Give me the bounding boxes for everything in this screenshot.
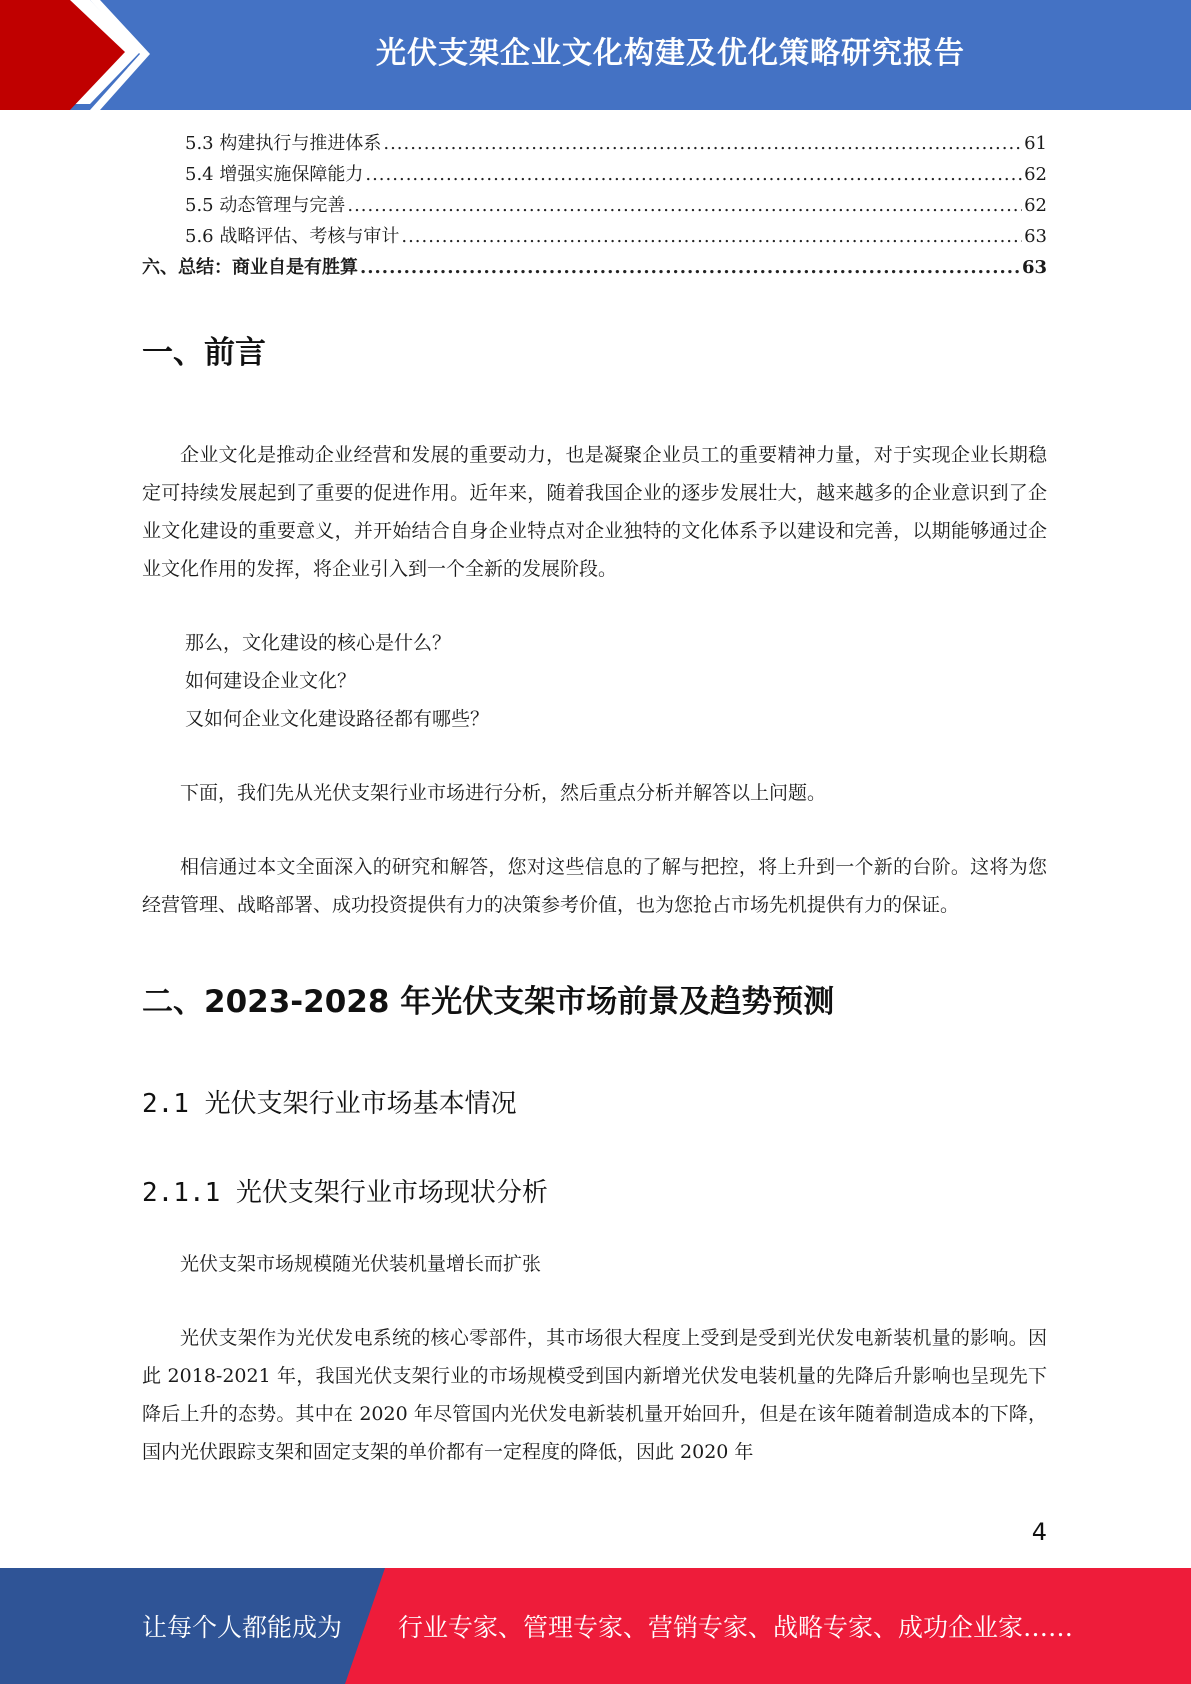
toc-item-page: 62 xyxy=(1024,164,1047,185)
toc-item-page: 63 xyxy=(1024,226,1047,247)
page-footer xyxy=(0,1568,1191,1684)
toc-item-label: 六、总结：商业自是有胜算 xyxy=(142,257,358,278)
subsection-heading: 2.1 光伏支架行业市场基本情况 xyxy=(142,1089,517,1119)
toc-leader-dots xyxy=(365,159,1022,190)
toc-leader-dots xyxy=(383,128,1022,159)
paragraph: 下面，我们先从光伏支架行业市场进行分析，然后重点分析并解答以上问题。 xyxy=(180,782,827,804)
toc-item-page: 61 xyxy=(1024,133,1047,154)
toc-item-label: 5.4 增强实施保障能力 xyxy=(185,164,364,185)
paragraph: 光伏支架作为光伏发电系统的核心零部件，其市场很大程度上受到是受到光伏发电新装机量的影响。因此 2018-2021 年，我国光伏支架行业的市场规模受到国内新增光伏发电装机量的先降后升影响也呈现先下降后上升的态势。其中在 2020 年尽管国内光伏发电新装机量开始回升，但是在该年随着制造成本的下降，国内光伏跟踪支架和固定支架的单价都有一定程度的降低，因此 2020 年 xyxy=(142,1327,1047,1463)
footer-slogan-right: 行业专家、管理专家、营销专家、战略专家、成功企业家…… xyxy=(398,1613,1074,1642)
toc-item-page: 63 xyxy=(1021,257,1047,278)
paragraph: 相信通过本文全面深入的研究和解答，您对这些信息的了解与把控，将上升到一个新的台阶。这将为您经营管理、战略部署、成功投资提供有力的决策参考价值，也为您抢占市场先机提供有力的保证。 xyxy=(142,856,1047,916)
question-line: 那么，文化建设的核心是什么？ xyxy=(185,632,452,654)
toc-item[interactable] xyxy=(142,252,1047,283)
question-line: 又如何企业文化建设路径都有哪些？ xyxy=(185,708,490,730)
toc-item[interactable] xyxy=(142,159,1047,190)
toc-leader-dots xyxy=(347,190,1022,221)
toc-item-label: 5.6 战略评估、考核与审计 xyxy=(185,226,400,247)
page-number: 4 xyxy=(1031,1518,1047,1546)
question-line: 如何建设企业文化？ xyxy=(185,670,357,692)
page-header xyxy=(0,0,1191,110)
paragraph: 企业文化是推动企业经营和发展的重要动力，也是凝聚企业员工的重要精神力量，对于实现企业长期稳定可持续发展起到了重要的促进作用。近年来，随着我国企业的逐步发展壮大，越来越多的企业意识到了企业文化建设的重要意义，并开始结合自身企业特点对企业独特的文化体系予以建设和完善，以期能够通过企业文化作用的发挥，将企业引入到一个全新的发展阶段。 xyxy=(142,444,1047,580)
toc-item[interactable] xyxy=(142,221,1047,252)
toc-leader-dots xyxy=(360,252,1020,283)
report-title: 光伏支架企业文化构建及优化策略研究报告 xyxy=(376,36,965,71)
toc-item[interactable] xyxy=(142,190,1047,221)
page-content xyxy=(142,128,1047,1471)
footer-slogan-left: 让每个人都能成为 xyxy=(142,1613,343,1642)
section-heading-preface: 一、前言 xyxy=(142,335,266,371)
table-of-contents xyxy=(142,128,1047,283)
subsection-heading: 2.1.1 光伏支架行业市场现状分析 xyxy=(142,1178,548,1208)
toc-item-label: 5.3 构建执行与推进体系 xyxy=(185,133,382,154)
toc-item-page: 62 xyxy=(1024,195,1047,216)
toc-leader-dots xyxy=(401,221,1022,252)
toc-item[interactable] xyxy=(142,128,1047,159)
lead-line: 光伏支架市场规模随光伏装机量增长而扩张 xyxy=(180,1253,542,1275)
toc-item-label: 5.5 动态管理与完善 xyxy=(185,195,346,216)
section-heading-market-outlook: 二、2023-2028 年光伏支架市场前景及趋势预测 xyxy=(142,984,835,1020)
